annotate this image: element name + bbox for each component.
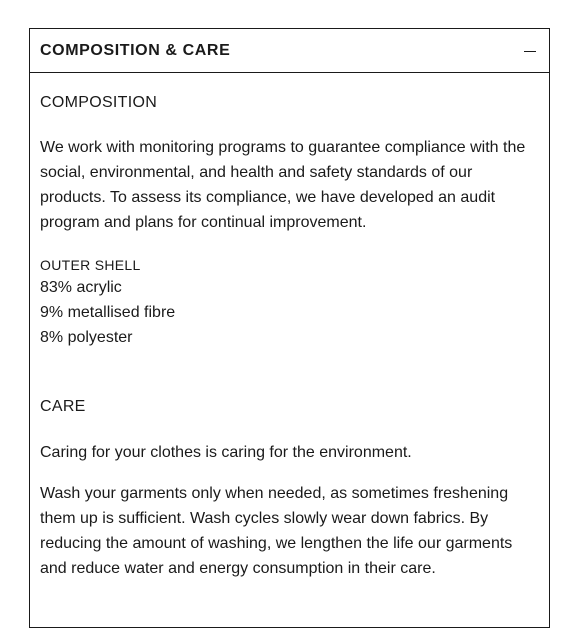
material-item: 8% polyester (40, 329, 133, 346)
material-item: 83% acrylic (40, 279, 122, 296)
outer-shell-label: OUTER SHELL (40, 257, 141, 273)
panel-title: COMPOSITION & CARE (40, 41, 231, 59)
composition-heading: COMPOSITION (40, 94, 158, 111)
material-item: 9% metallised fibre (40, 304, 176, 321)
panel-body (30, 90, 549, 581)
composition-care-panel (29, 28, 550, 628)
material-list (40, 275, 539, 350)
composition-paragraph: We work with monitoring programs to guarantee compliance with the social, environmental, and health and safety standards of our products. To assess its compliance, we have developed an audit program and plans for continual improvement. (40, 139, 526, 231)
care-paragraph-1: Caring for your clothes is caring for the environment. (40, 444, 412, 461)
panel-header[interactable] (30, 29, 549, 73)
care-paragraph-2: Wash your garments only when needed, as sometimes freshening them up is sufficient. Wash cycles slowly wear down fabrics. By reducing the amount of washing, we lengthen the life our garments and reduce water and energy consumption in their care. (40, 485, 513, 577)
minus-icon[interactable] (524, 45, 536, 57)
care-heading: CARE (40, 398, 86, 415)
